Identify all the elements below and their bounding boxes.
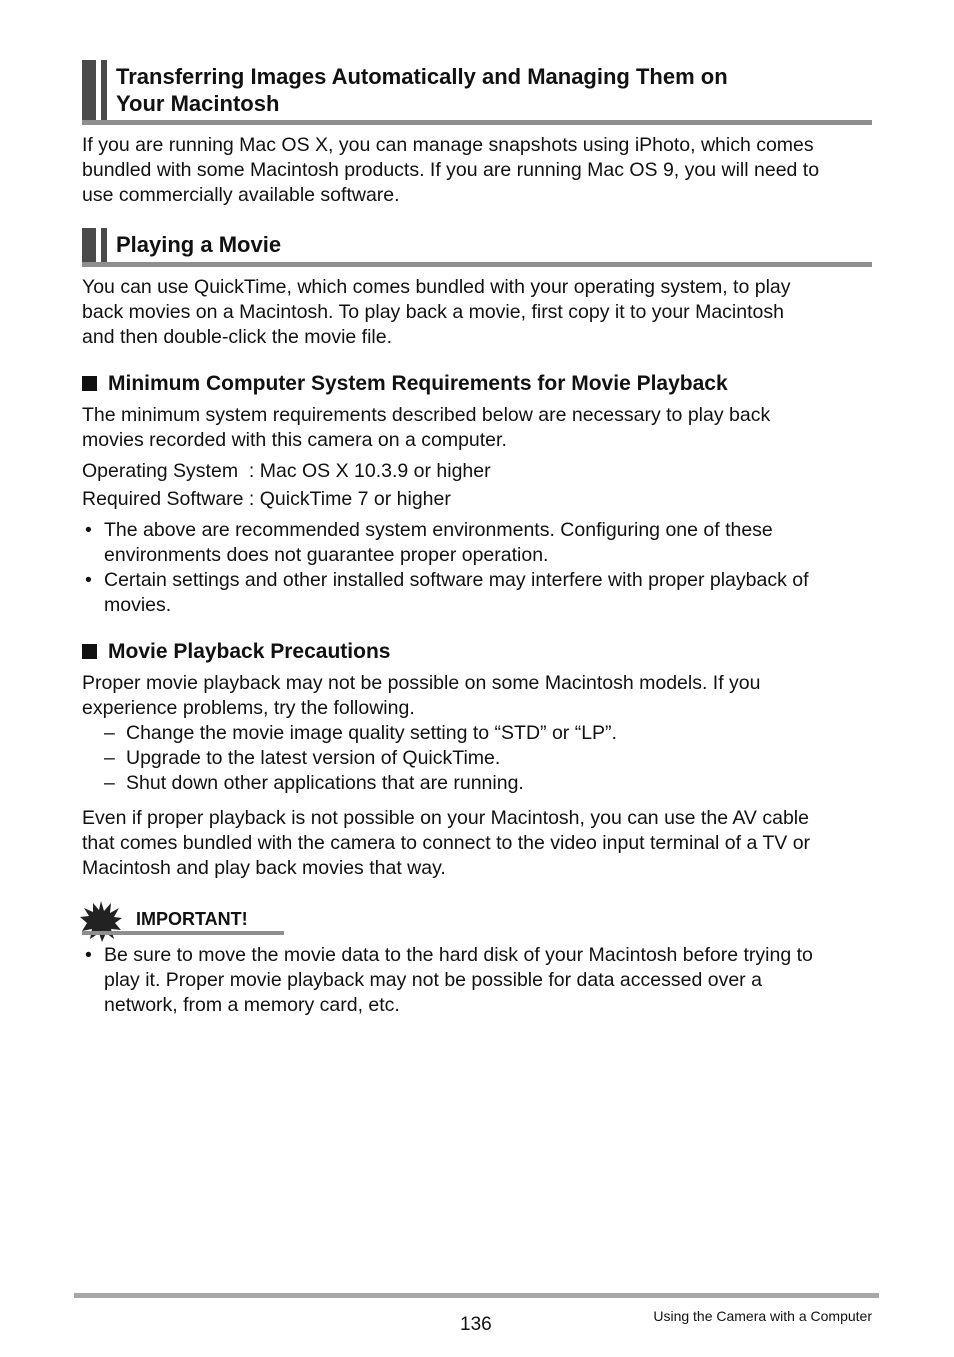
dash-icon: – — [104, 747, 115, 769]
body-line: that comes bundled with the camera to connect to the video input terminal of a TV or — [82, 832, 811, 854]
requirements-heading — [82, 371, 728, 397]
list-item — [104, 721, 617, 746]
starburst-icon — [80, 900, 122, 942]
body-line: If you are running Mac OS X, you can manage snapshots using iPhoto, which comes — [82, 134, 814, 156]
bullet-icon: • — [85, 569, 92, 591]
note-line: movies. — [104, 594, 172, 616]
note-line: network, from a memory card, etc. — [104, 994, 400, 1016]
heading-bar — [82, 60, 96, 121]
section2-body — [82, 275, 882, 350]
list-item — [82, 943, 882, 1018]
dash-icon: – — [104, 772, 115, 794]
step-text: Upgrade to the latest version of QuickTime. — [126, 747, 501, 769]
note-line: The above are recommended system environments. Configuring one of these — [104, 519, 773, 541]
important-label: IMPORTANT! — [136, 909, 248, 929]
body-line: Proper movie playback may not be possible on some Macintosh models. If you — [82, 672, 761, 694]
bullet-icon: • — [85, 519, 92, 541]
body-line: use commercially available software. — [82, 184, 400, 206]
body-line: back movies on a Macintosh. To play back a movie, first copy it to your Macintosh — [82, 301, 784, 323]
body-line: You can use QuickTime, which comes bundled with your operating system, to play — [82, 276, 791, 298]
title-line: Transferring Images Automatically and Managing Them on — [116, 64, 728, 89]
precautions-intro — [82, 671, 882, 721]
section-heading-transferring — [82, 60, 872, 126]
heading-bar — [82, 228, 96, 263]
title-line: Your Macintosh — [116, 91, 280, 116]
body-line: The minimum system requirements described below are necessary to play back — [82, 404, 771, 426]
note-line: Be sure to move the movie data to the hard disk of your Macintosh before trying to — [104, 944, 813, 966]
important-rule — [82, 931, 284, 935]
precautions-steps — [104, 721, 617, 796]
section1-body — [82, 133, 882, 208]
heading-bar — [101, 60, 107, 121]
software-requirement: Required Software : QuickTime 7 or higher — [82, 488, 451, 510]
note-line: Certain settings and other installed software may interfere with proper playback of — [104, 569, 809, 591]
heading-rule — [82, 262, 872, 267]
square-bullet-icon — [82, 644, 97, 659]
requirements-intro — [82, 403, 882, 453]
precautions-heading — [82, 639, 390, 665]
section-title — [116, 63, 728, 117]
dash-icon: – — [104, 722, 115, 744]
step-text: Change the movie image quality setting to “STD” or “LP”. — [126, 722, 617, 744]
section-heading-playing-movie — [82, 228, 872, 268]
square-bullet-icon — [82, 376, 97, 391]
important-notes — [82, 943, 882, 1018]
note-line: environments does not guarantee proper operation. — [104, 544, 549, 566]
precautions-closing — [82, 806, 882, 881]
step-text: Shut down other applications that are running. — [126, 772, 524, 794]
body-line: and then double-click the movie file. — [82, 326, 393, 348]
heading-bar — [101, 228, 107, 263]
subhead-text: Minimum Computer System Requirements for Movie Playback — [108, 372, 728, 395]
list-item — [82, 568, 882, 618]
body-line: Macintosh and play back movies that way. — [82, 857, 446, 879]
footer-rule — [74, 1293, 879, 1298]
heading-rule — [82, 120, 872, 125]
body-line: experience problems, try the following. — [82, 697, 415, 719]
page-number: 136 — [460, 1314, 492, 1335]
note-line: play it. Proper movie playback may not be possible for data accessed over a — [104, 969, 762, 991]
list-item — [82, 518, 882, 568]
requirements-notes — [82, 518, 882, 618]
section-title: Playing a Movie — [116, 232, 282, 257]
body-line: Even if proper playback is not possible on your Macintosh, you can use the AV cable — [82, 807, 809, 829]
list-item — [104, 746, 617, 771]
footer-chapter: Using the Camera with a Computer — [653, 1308, 872, 1324]
body-line: bundled with some Macintosh products. If you are running Mac OS 9, you will need to — [82, 159, 820, 181]
subhead-text: Movie Playback Precautions — [108, 640, 391, 663]
bullet-icon: • — [85, 944, 92, 966]
body-line: movies recorded with this camera on a computer. — [82, 429, 507, 451]
list-item — [104, 771, 617, 796]
os-requirement: Operating System : Mac OS X 10.3.9 or higher — [82, 460, 491, 482]
